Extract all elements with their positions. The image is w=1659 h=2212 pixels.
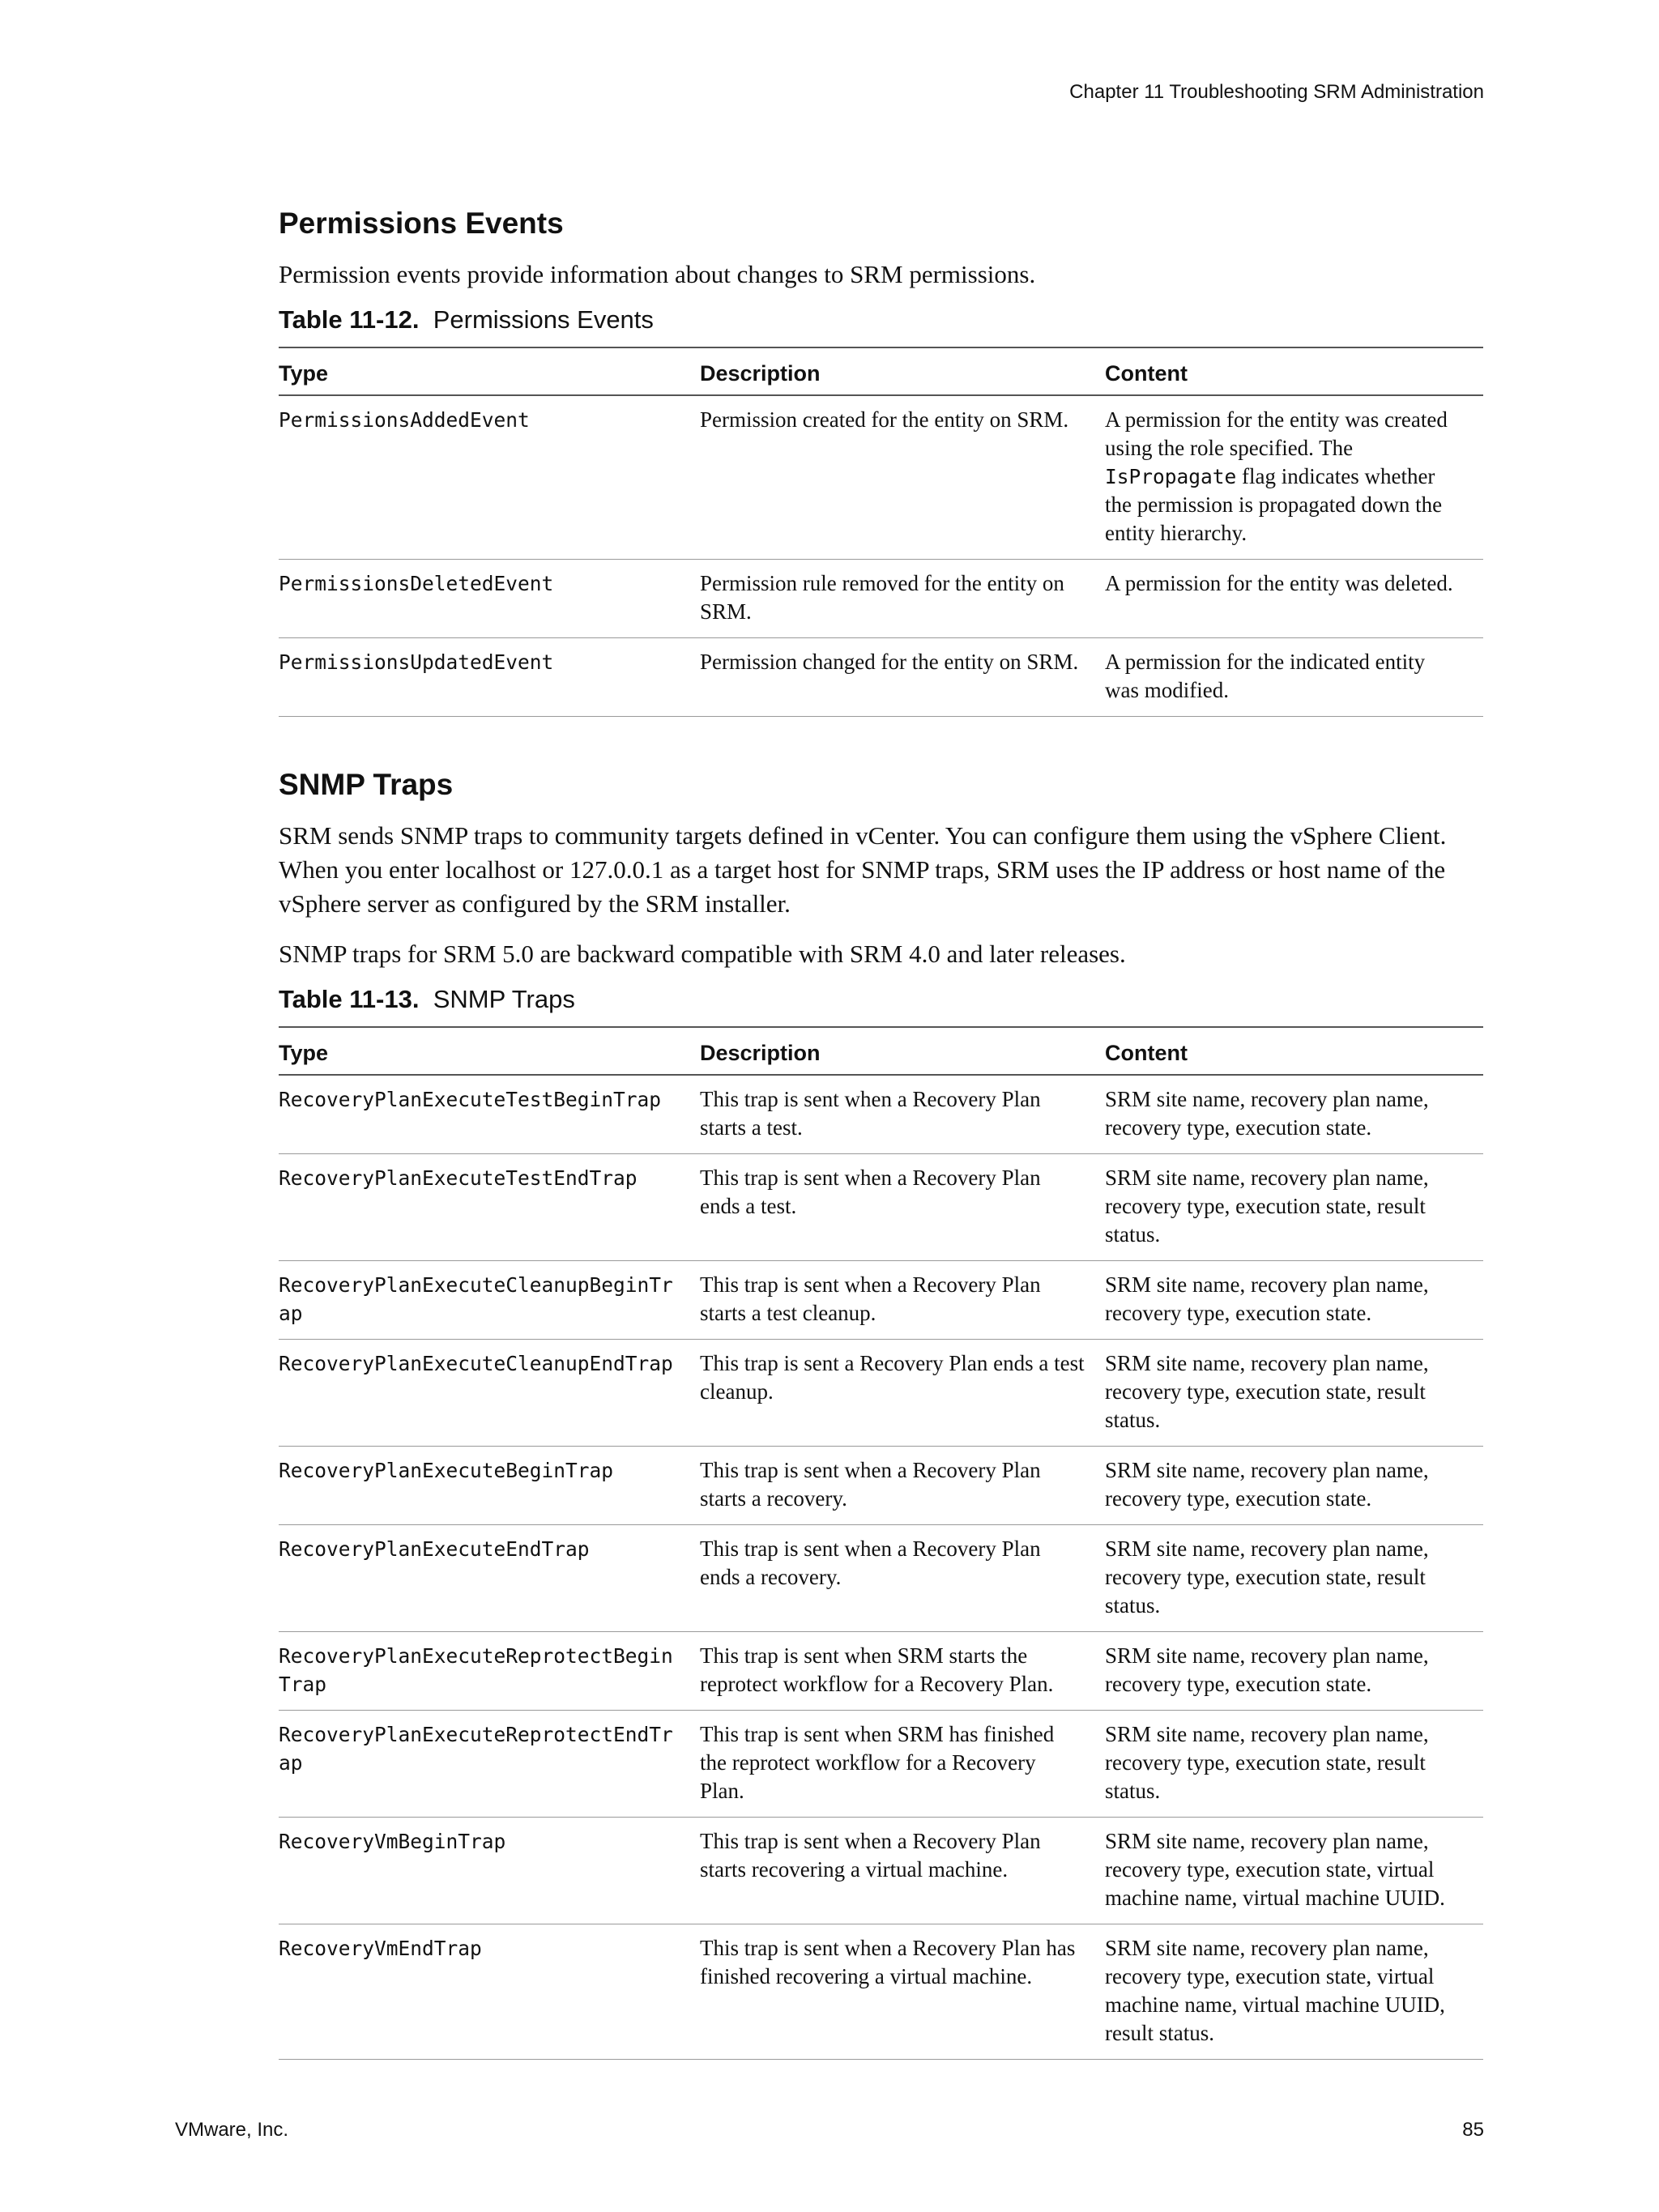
table-caption-permissions [279,305,1483,335]
trap-content: SRM site name, recovery plan name, recovery type, execution state. [1105,1272,1429,1325]
snmp-traps-heading: SNMP Traps [279,767,454,801]
table-row [279,1710,1483,1817]
column-header-content: Content [1105,360,1188,386]
snmp-traps-table [279,1026,1483,2060]
table-row [279,1524,1483,1631]
running-header: Chapter 11 Troubleshooting SRM Administration [1069,81,1484,103]
trap-type: RecoveryPlanExecuteReprotectBeginTrap [279,1643,673,1696]
event-content: A permission for the indicated entity was modified. [1105,649,1426,702]
table-row [279,1446,1483,1524]
trap-content: SRM site name, recovery plan name, recovery type, execution state. [1105,1457,1429,1511]
page-content [279,206,1483,2060]
trap-content: SRM site name, recovery plan name, recovery type, execution state. [1105,1643,1429,1696]
column-header-type: Type [279,1040,329,1065]
trap-description: This trap is sent when a Recovery Plan starts a test cleanup. [700,1272,1041,1325]
trap-description: This trap is sent when a Recovery Plan starts a test. [700,1086,1041,1140]
trap-content: SRM site name, recovery plan name, recovery type, execution state. [1105,1086,1429,1140]
table-caption-number: Table 11-13. [279,985,420,1014]
event-type: PermissionsAddedEvent [279,407,530,432]
snmp-paragraph-2: SNMP traps for SRM 5.0 are backward compatible with SRM 4.0 and later releases. [279,940,1126,969]
trap-content: SRM site name, recovery plan name, recovery type, execution state, virtual machine name, virtual machine UUID, result status. [1105,1935,1445,2045]
content-text: A permission for the entity was created using the role specified. The [1105,407,1448,460]
table-caption-title: Permissions Events [433,305,654,335]
is-propagate-flag: IsPropagate [1105,464,1237,488]
trap-type: RecoveryVmBeginTrap [279,1829,506,1853]
table-header-row [279,347,1483,395]
permissions-events-table [279,347,1483,717]
event-description: Permission rule removed for the entity on SRM. [700,570,1064,624]
table-row [279,1339,1483,1446]
footer-company: VMware, Inc. [175,2119,289,2141]
trap-type: RecoveryPlanExecuteReprotectEndTrap [279,1722,673,1775]
trap-content: SRM site name, recovery plan name, recovery type, execution state, result status. [1105,1165,1429,1247]
trap-type: RecoveryPlanExecuteCleanupBeginTrap [279,1272,673,1325]
table-row [279,1260,1483,1339]
table-row [279,1075,1483,1154]
trap-content: SRM site name, recovery plan name, recovery type, execution state, virtual machine name, virtual machine UUID. [1105,1828,1445,1910]
trap-type: RecoveryVmEndTrap [279,1936,482,1960]
trap-content: SRM site name, recovery plan name, recovery type, execution state, result status. [1105,1721,1429,1803]
snmp-paragraph-1: SRM sends SNMP traps to community targets defined in vCenter. You can configure them using the vSphere Client. When you enter localhost or 127.0.0.1 as a target host for SNMP traps, SRM uses the IP address or host name of the vSphere server as configured by the SRM installer. [279,821,1447,918]
table-row [279,559,1483,637]
trap-type: RecoveryPlanExecuteCleanupEndTrap [279,1351,673,1375]
table-caption-snmp [279,984,1483,1014]
event-description: Permission changed for the entity on SRM. [700,649,1079,674]
table-row [279,1153,1483,1260]
trap-type: RecoveryPlanExecuteBeginTrap [279,1458,614,1482]
event-content: A permission for the entity was deleted. [1105,570,1453,595]
trap-description: This trap is sent when a Recovery Plan has finished recovering a virtual machine. [700,1935,1076,1988]
event-type: PermissionsDeletedEvent [279,571,554,595]
table-row [279,1924,1483,2059]
trap-description: This trap is sent a Recovery Plan ends a test cleanup. [700,1350,1085,1404]
trap-description: This trap is sent when a Recovery Plan ends a recovery. [700,1536,1041,1589]
trap-type: RecoveryPlanExecuteTestBeginTrap [279,1087,662,1111]
column-header-type: Type [279,360,329,386]
table-header-row [279,1027,1483,1075]
trap-description: This trap is sent when a Recovery Plan starts a recovery. [700,1457,1041,1511]
permissions-heading: Permissions Events [279,207,564,240]
table-row [279,1817,1483,1924]
trap-type: RecoveryPlanExecuteTestEndTrap [279,1166,638,1190]
trap-description: This trap is sent when SRM starts the reprotect workflow for a Recovery Plan. [700,1643,1054,1696]
trap-description: This trap is sent when a Recovery Plan ends a test. [700,1165,1041,1218]
column-header-description: Description [700,360,821,386]
event-description: Permission created for the entity on SRM. [700,407,1069,432]
trap-type: RecoveryPlanExecuteEndTrap [279,1536,590,1561]
footer-page-number: 85 [1462,2119,1484,2141]
table-row [279,637,1483,716]
permissions-intro: Permission events provide information about changes to SRM permissions. [279,260,1036,289]
table-caption-number: Table 11-12. [279,305,420,335]
trap-description: This trap is sent when SRM has finished the reprotect workflow for a Recovery Plan. [700,1721,1055,1803]
trap-content: SRM site name, recovery plan name, recovery type, execution state, result status. [1105,1536,1429,1617]
event-content [1105,395,1483,560]
table-row [279,1631,1483,1710]
table-caption-title: SNMP Traps [433,985,575,1014]
table-row [279,395,1483,560]
column-header-description: Description [700,1040,821,1065]
column-header-content: Content [1105,1040,1188,1065]
content-text: flag indicates whether the permission is propagated down the entity hierarchy. [1105,463,1443,545]
event-type: PermissionsUpdatedEvent [279,650,554,674]
trap-content: SRM site name, recovery plan name, recovery type, execution state, result status. [1105,1350,1429,1432]
trap-description: This trap is sent when a Recovery Plan starts recovering a virtual machine. [700,1828,1041,1882]
